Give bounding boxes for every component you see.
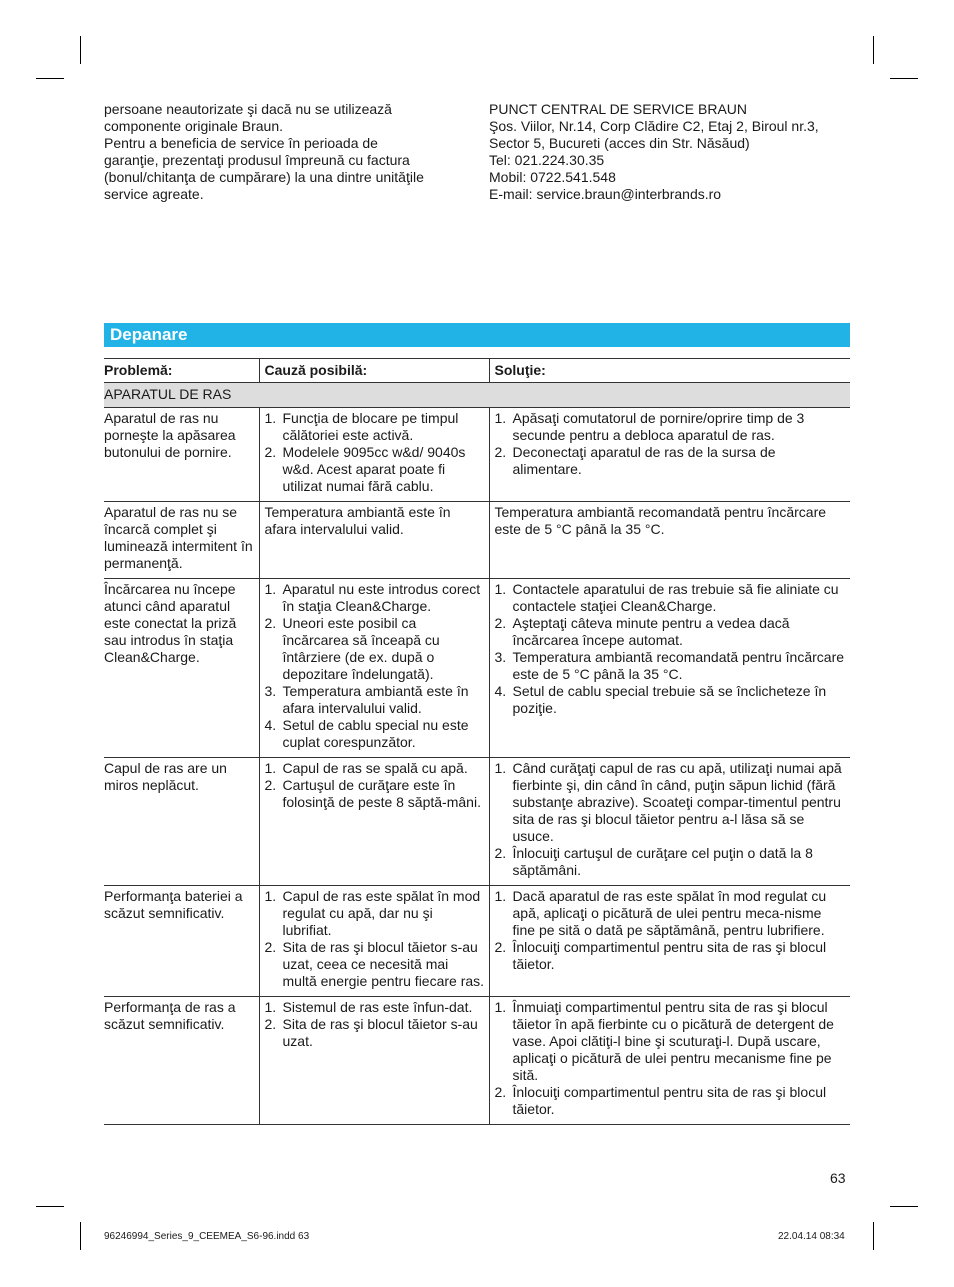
item-number: 1. (494, 410, 507, 426)
service-center-email: E-mail: service.braun@interbrands.ro (489, 186, 722, 202)
item-text: Dacă aparatul de ras este spălat în mod regulat cu apă, aplicaţi o picătură de ulei pentru meca-nisme fine pe sită o dată pe săptămână, pentru lubrifiere. (512, 888, 827, 938)
item-number: 1. (264, 410, 277, 426)
header-solution: Soluţie: (489, 359, 850, 383)
solution-cell (489, 997, 850, 1125)
solution-list (495, 999, 847, 1118)
table-row (104, 579, 850, 758)
table-row (104, 408, 850, 502)
list-item (495, 760, 847, 845)
list-item (265, 581, 485, 615)
solution-cell (489, 758, 850, 886)
crop-mark (36, 78, 64, 79)
table-group-row (104, 383, 850, 408)
item-number: 4. (264, 717, 277, 733)
item-text: Când curăţaţi capul de ras cu apă, utilizaţi numai apă fierbinte şi, din când în când, puţin săpun lichid (fără substanţe abrazive). Scoateţi compar-timentul pentru sita de ras şi blocul tăietor pentru a-l lăsa să se usuce. (512, 760, 842, 844)
cause-cell (259, 997, 489, 1125)
list-item (265, 615, 485, 683)
footer-filename: 96246994_Series_9_CEEMEA_S6-96.indd 63 (104, 1231, 310, 1242)
table-row (104, 502, 850, 579)
list-item (265, 760, 485, 777)
item-number: 2. (264, 444, 277, 460)
list-item (265, 939, 485, 990)
table-row (104, 886, 850, 997)
item-text: Sita de ras şi blocul tăietor s-au uzat. (282, 1016, 478, 1049)
list-item (265, 444, 485, 495)
group-label: APARATUL DE RAS (104, 383, 850, 408)
problem-cell: Performanţa de ras a scăzut semnificativ. (104, 997, 259, 1125)
item-text: Contactele aparatului de ras trebuie să fie aliniate cu contactele staţiei Clean&Charge. (512, 581, 839, 614)
item-text: Înlocuiţi compartimentul pentru sita de ras şi blocul tăietor. (512, 939, 827, 972)
cause-cell (259, 886, 489, 997)
item-text: Setul de cablu special nu este cuplat corespunzător. (282, 717, 469, 750)
item-number: 3. (494, 649, 507, 665)
section-title: Depanare (104, 323, 850, 347)
cause-list (265, 410, 485, 495)
item-number: 1. (494, 581, 507, 597)
page-number: 63 (830, 1170, 846, 1186)
header-problem: Problemă: (104, 359, 259, 383)
item-text: Funcţia de blocare pe timpul călătoriei este activă. (282, 410, 459, 443)
text-line: componente originale Braun. (104, 118, 284, 134)
service-center-phone: Tel: 021.224.30.35 (489, 152, 605, 168)
service-center-street: Şos. Viilor, Nr.14, Corp Clădire C2, Etaj 2, Biroul nr.3, (489, 118, 819, 134)
service-center-mobile: Mobil: 0722.541.548 (489, 169, 616, 185)
item-number: 4. (494, 683, 507, 699)
solution-list (495, 760, 847, 879)
table-header-row (104, 359, 850, 383)
list-item (495, 1084, 847, 1118)
header-cause: Cauză posibilă: (259, 359, 489, 383)
solution-list (495, 888, 847, 973)
item-text: Setul de cablu special trebuie să se înclicheteze în poziţie. (512, 683, 827, 716)
cause-cell (259, 758, 489, 886)
text-line: garanţie, prezentaţi produsul împreună cu factura (104, 152, 410, 168)
item-number: 2. (494, 444, 507, 460)
problem-cell: Aparatul de ras nu se încarcă complet şi luminează intermitent în permanenţă. (104, 502, 259, 579)
item-text: Temperatura ambiantă este în afara intervalului valid. (282, 683, 469, 716)
list-item (265, 717, 485, 751)
cause-cell (259, 408, 489, 502)
item-number: 1. (494, 760, 507, 776)
cause-list (265, 581, 485, 751)
item-number: 2. (264, 615, 277, 631)
item-number: 3. (264, 683, 277, 699)
item-number: 2. (494, 615, 507, 631)
crop-mark (890, 1206, 918, 1207)
text-line: service agreate. (104, 186, 204, 202)
item-text: Sita de ras şi blocul tăietor s-au uzat, ceea ce necesită mai multă energie pentru fiecare ras. (282, 939, 485, 989)
warranty-paragraph (104, 101, 454, 203)
solution-cell: Temperatura ambiantă recomandată pentru încărcare este de 5 °C până la 35 °C. (489, 502, 850, 579)
service-center-address (489, 101, 859, 203)
service-center-title: PUNCT CENTRAL DE SERVICE BRAUN (489, 101, 748, 117)
item-text: Sistemul de ras este înfun-dat. (282, 999, 473, 1015)
solution-cell (489, 579, 850, 758)
list-item (265, 683, 485, 717)
item-number: 1. (494, 888, 507, 904)
table-row (104, 758, 850, 886)
item-text: Deconectaţi aparatul de ras de la sursa de alimentare. (512, 444, 776, 477)
cause-list (265, 760, 485, 811)
list-item (265, 1016, 485, 1050)
item-text: Înmuiaţi compartimentul pentru sita de ras şi blocul tăietor în apă fierbinte cu o picătură de detergent de vase. Apoi clătiţi-l bine şi scuturaţi-l. După uscare, aplicaţi o picătură de ulei pentru mecanisme fine pe sită. (512, 999, 834, 1083)
cause-list (265, 888, 485, 990)
list-item (495, 649, 847, 683)
cause-cell: Temperatura ambiantă este în afara intervalului valid. (259, 502, 489, 579)
item-text: Capul de ras este spălat în mod regulat cu apă, dar nu şi lubrifiat. (282, 888, 481, 938)
item-number: 1. (264, 581, 277, 597)
item-text: Cartuşul de curăţare este în folosinţă de peste 8 săptă-mâni. (282, 777, 481, 810)
footer-timestamp: 22.04.14 08:34 (778, 1231, 845, 1242)
list-item (495, 581, 847, 615)
list-item (495, 845, 847, 879)
item-text: Modelele 9095cc w&d/ 9040s w&d. Acest aparat poate fi utilizat numai fără cablu. (282, 444, 466, 494)
item-number: 2. (494, 845, 507, 861)
item-number: 1. (494, 999, 507, 1015)
item-text: Înlocuiţi compartimentul pentru sita de ras şi blocul tăietor. (512, 1084, 827, 1117)
item-text: Uneori este posibil ca încărcarea să înceapă cu întârziere (de ex. după o depozitare îndelungată). (282, 615, 440, 682)
item-text: Apăsaţi comutatorul de pornire/oprire timp de 3 secunde pentru a debloca aparatul de ras. (512, 410, 805, 443)
item-number: 2. (494, 1084, 507, 1100)
list-item (265, 777, 485, 811)
solution-list (495, 410, 847, 478)
list-item (265, 410, 485, 444)
crop-mark (873, 36, 874, 64)
text-line: persoane neautorizate şi dacă nu se utilizează (104, 101, 392, 117)
list-item (265, 999, 485, 1016)
item-number: 2. (494, 939, 507, 955)
item-number: 2. (264, 1016, 277, 1032)
crop-mark (36, 1206, 64, 1207)
list-item (495, 999, 847, 1084)
solution-list (495, 581, 847, 717)
list-item (495, 444, 847, 478)
problem-cell: Încărcarea nu începe atunci când aparatul este conectat la priză sau introdus în staţia Clean&Charge. (104, 579, 259, 758)
cause-cell (259, 579, 489, 758)
solution-cell (489, 886, 850, 997)
list-item (495, 410, 847, 444)
table-row (104, 997, 850, 1125)
crop-mark (890, 78, 918, 79)
list-item (265, 888, 485, 939)
item-text: Aparatul nu este introdus corect în staţia Clean&Charge. (282, 581, 481, 614)
item-text: Înlocuiţi cartuşul de curăţare cel puţin o dată la 8 săptămâni. (512, 845, 813, 878)
list-item (495, 939, 847, 973)
list-item (495, 615, 847, 649)
item-number: 1. (264, 999, 277, 1015)
text-line: Pentru a beneficia de service în perioada de (104, 135, 378, 151)
item-text: Temperatura ambiantă recomandată pentru încărcare este de 5 °C până la 35 °C. (512, 649, 845, 682)
cause-list (265, 999, 485, 1050)
list-item (495, 888, 847, 939)
crop-mark (873, 1222, 874, 1250)
solution-cell (489, 408, 850, 502)
problem-cell: Aparatul de ras nu porneşte la apăsarea butonului de pornire. (104, 408, 259, 502)
item-number: 2. (264, 777, 277, 793)
problem-cell: Capul de ras are un miros neplăcut. (104, 758, 259, 886)
crop-mark (80, 36, 81, 64)
item-text: Aşteptaţi câteva minute pentru a vedea dacă încărcarea începe automat. (512, 615, 790, 648)
list-item (495, 683, 847, 717)
text-line: (bonul/chitanţa de cumpărare) la una dintre unităţile (104, 169, 424, 185)
item-number: 1. (264, 888, 277, 904)
item-text: Capul de ras se spală cu apă. (282, 760, 468, 776)
item-number: 2. (264, 939, 277, 955)
troubleshooting-table (104, 358, 850, 1125)
service-center-district: Sector 5, Bucureti (acces din Str. Năsăud) (489, 135, 750, 151)
problem-cell: Performanţa bateriei a scăzut semnificativ. (104, 886, 259, 997)
crop-mark (80, 1222, 81, 1250)
item-number: 1. (264, 760, 277, 776)
